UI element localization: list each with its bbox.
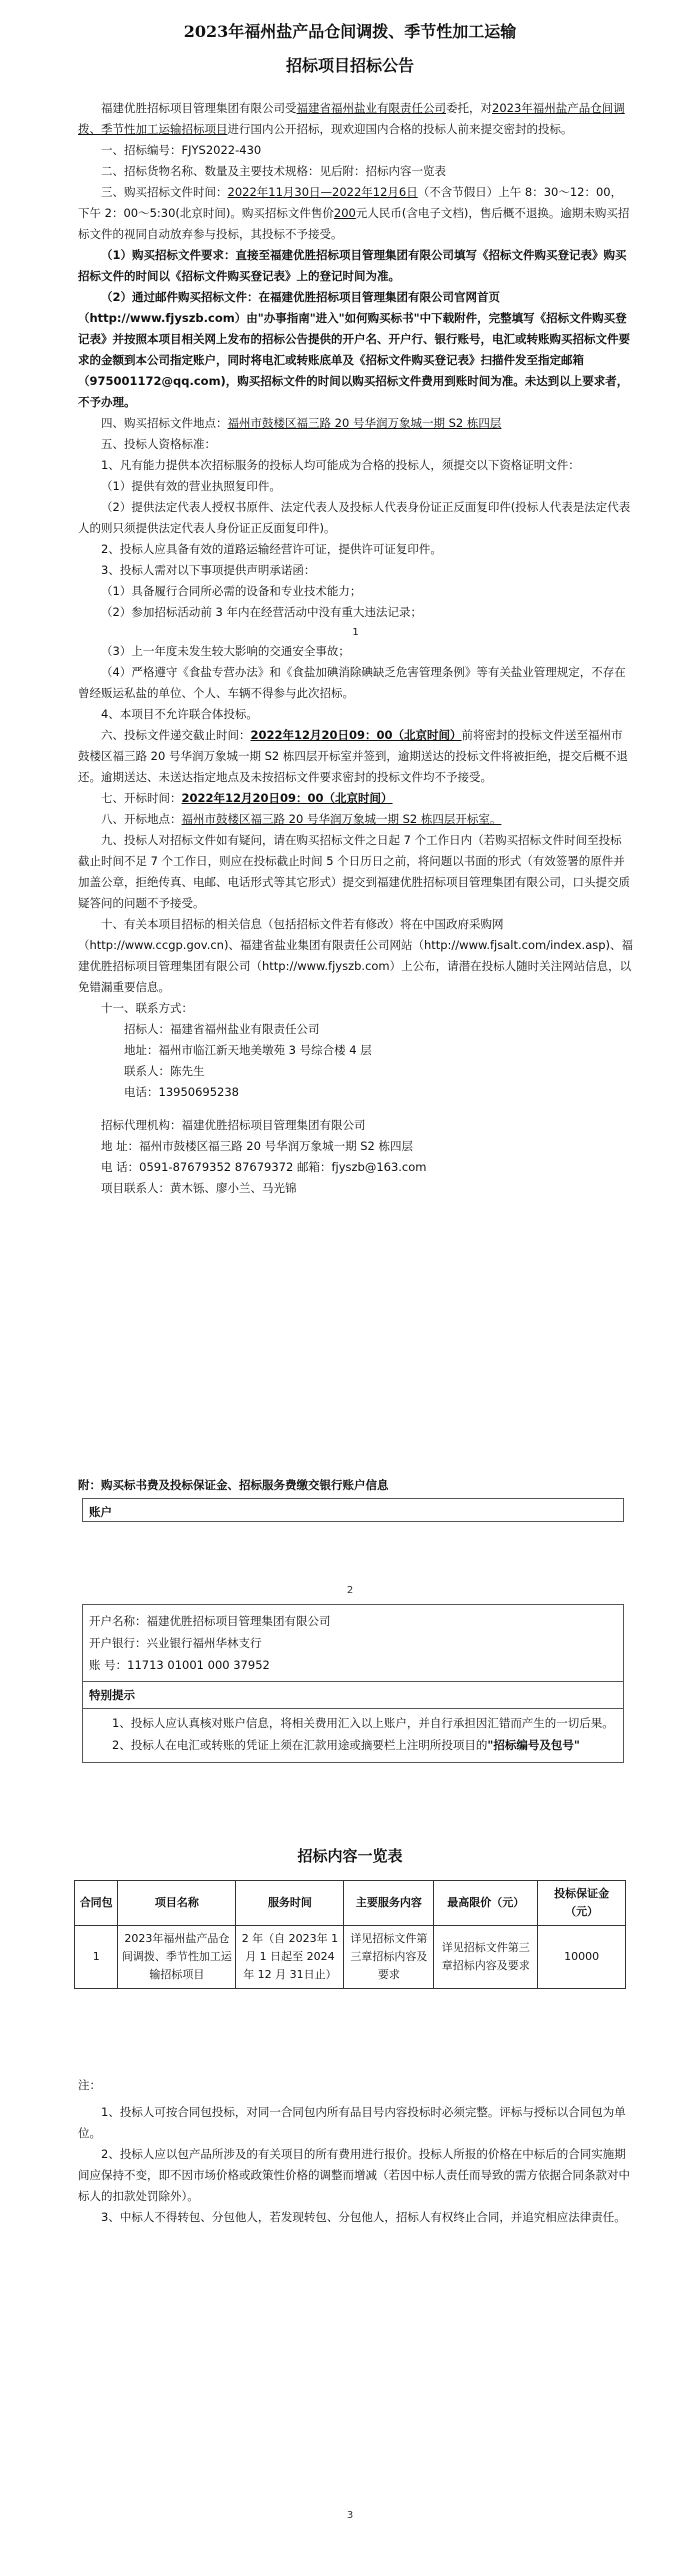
bank-account-box <box>82 1604 624 1763</box>
contact-heading: 十一、联系方式： <box>101 1001 193 1015</box>
page-number-1: 1 <box>352 627 359 638</box>
opening-location: 八、开标地点：福州市鼓楼区福三路 20 号华润万象城一期 S2 栋四层开标室。 <box>101 812 502 826</box>
qualification-2: 2、投标人应具备有效的道路运输经营许可证，提供许可证复印件。 <box>101 542 442 556</box>
qualification-1: 1、凡有能力提供本次招标服务的投标人均可能成为合格的投标人，须提交以下资格证明文件： <box>101 458 580 472</box>
notes-label: 注： <box>78 2078 101 2092</box>
lot-table-header-row <box>75 1881 626 1926</box>
goods-spec: 二、招标货物名称、数量及主要技术规格：见后附：招标内容一览表 <box>101 164 446 178</box>
appendix-title: 附：购买标书费及投标保证金、招标服务费缴交银行账户信息 <box>78 1478 389 1492</box>
title-line-2: 招标项目招标公告 <box>285 56 414 75</box>
purchase-requirement-1: （1）购买招标文件要求：直接至福建优胜招标项目管理集团有限公司填写《招标文件购买登记表》购买招标文件的时间以《招标文件购买登记表》上的登记时间为准。 <box>78 248 627 283</box>
account-bank: 开户银行：兴业银行福州华林支行 <box>89 1636 262 1650</box>
title-line-1: 2023年福州盐产品仓间调拨、季节性加工运输 <box>183 22 517 41</box>
qualification-heading: 五、投标人资格标准： <box>101 437 216 451</box>
note-3: 3、中标人不得转包、分包他人，若发现转包、分包他人，招标人有权终止合同，并追究相应法律责任。 <box>101 2210 626 2224</box>
cell-service-content: 详见招标文件第三章招标内容及要求 <box>344 1926 434 1989</box>
intro-paragraph: 福建优胜招标项目管理集团有限公司受福建省福州盐业有限责任公司委托，对2023年福州盐产品仓间调拨、季节性加工运输招标项目进行国内公开招标，现欢迎国内合格的投标人前来提交密封的投标。 <box>78 101 625 136</box>
agent-phone: 电 话：0591-87679352 87679372 邮箱：fjyszb@163.com <box>101 1160 427 1174</box>
bidder-name: 招标人：福建省福州盐业有限责任公司 <box>124 1022 320 1036</box>
page-number-2: 2 <box>346 1585 354 1596</box>
special-tips <box>83 1709 623 1762</box>
col-bid-bond: 投标保证金（元） <box>538 1881 626 1926</box>
qualification-4: 4、本项目不允许联合体投标。 <box>101 707 258 721</box>
table-row <box>75 1926 626 1989</box>
tip-2: 2、投标人在电汇或转账的凭证上须在汇款用途或摘要栏上注明所投项目的"招标编号及包号" <box>112 1738 580 1752</box>
purchase-requirement-2: （2）通过邮件购买招标文件：在福建优胜招标项目管理集团有限公司官网首页（http://www.fjyszb.com）由"办事指南"进入"如何购买标书"中下载附件，完整填写《招标文件购买登记表》并按照本项目相关网上发布的招标公告提供的开户名、开户行、银行账号，电汇或转账购买招标文件要求的金额到本公司指定账户，同时将电汇或转账底单及《招标文件购买登记表》扫描件发至指定邮箱（975001172@qq.com)，购买招标文件的时间以购买招标文件费用到账时间为准。未达到以上要求者，不予办理。 <box>78 290 630 409</box>
cell-lot: 1 <box>75 1926 118 1989</box>
special-tips-header: 特别提示 <box>83 1682 623 1709</box>
cell-service-time: 2 年（自 2023年 1 月 1 日起至 2024 年 12 月 31日止） <box>236 1926 344 1989</box>
inquiry-clause: 九、投标人对招标文件如有疑问，请在购买招标文件之日起 7 个工作日内（若购买招标文件时间至投标截止时间不足 7 个工作日，则应在投标截止时间 5 个日历日之前，将问题以书面的形式（有效签署的原件并加盖公章，拒绝传真、电邮、电话形式等其它形式）提交到福建优胜招标项目管理集团有限公司，口头提交质疑答问的问题不予接受。 <box>78 833 630 910</box>
qualification-3: 3、投标人需对以下事项提供声明承诺函： <box>101 563 316 577</box>
info-publication: 十、有关本项目招标的相关信息（包括招标文件若有修改）将在中国政府采购网（http://www.ccgp.gov.cn)、福建省盐业集团有限责任公司网站（http://www.fjsalt.com/index.asp)、福建优胜招标项目管理集团有限公司（http://www.fjyszb.com）上公布，请潜在投标人随时关注网站信息，以免错漏重要信息。 <box>78 917 634 994</box>
cell-bid-bond: 10000 <box>538 1926 626 1989</box>
bidder-address: 地址：福州市临江新天地美墩苑 3 号综合楼 4 层 <box>124 1043 372 1057</box>
account-header: 账户 <box>89 1505 112 1519</box>
agent-contact: 项目联系人：黄木铄、廖小兰、马光锦 <box>101 1181 297 1195</box>
opening-time: 七、开标时间：2022年12月20日09：00（北京时间） <box>101 791 393 805</box>
qualification-1b: （2）提供法定代表人授权书原件、法定代表人及投标人代表身份证正反面复印件(投标人代表是法定代表人的则只须提供法定代表人身份证正反面复印件)。 <box>78 500 631 535</box>
account-details <box>83 1605 623 1682</box>
notes-section <box>78 2075 633 2228</box>
qualification-1a: （1）提供有效的营业执照复印件。 <box>101 479 281 493</box>
qualification-3d: （4）严格遵守《食盐专营办法》和《食盐加碘消除碘缺乏危害管理条例》等有关盐业管理规定，不存在曾经贩运私盐的单位、个人、车辆不得参与此次招标。 <box>78 665 626 700</box>
account-header-box <box>82 1498 624 1522</box>
col-project-name: 项目名称 <box>118 1881 236 1926</box>
lot-table <box>74 1880 626 1989</box>
agent-address: 地 址：福州市鼓楼区福三路 20 号华润万象城一期 S2 栋四层 <box>101 1139 414 1153</box>
purchase-location: 四、购买招标文件地点：福州市鼓楼区福三路 20 号华润万象城一期 S2 栋四层 <box>101 416 502 430</box>
qualification-3c: （3）上一年度未发生较大影响的交通安全事故； <box>101 644 350 658</box>
lot-table-title: 招标内容一览表 <box>297 1847 403 1865</box>
announcement-body <box>78 98 633 1199</box>
col-max-price: 最高限价（元） <box>434 1881 538 1926</box>
cell-max-price: 详见招标文件第三章招标内容及要求 <box>434 1926 538 1989</box>
account-number: 账 号：11713 01001 000 37952 <box>89 1658 270 1672</box>
qualification-3a: （1）具备履行合同所必需的设备和专业技术能力； <box>101 584 362 598</box>
page-number-3: 3 <box>346 2510 354 2521</box>
bidder-phone: 电话：13950695238 <box>124 1085 239 1099</box>
note-1: 1、投标人可按合同包投标，对同一合同包内所有品目号内容投标时必须完整。评标与授标以合同包为单位。 <box>78 2105 626 2140</box>
submission-deadline: 六、投标文件递交截止时间：2022年12月20日09：00（北京时间）前将密封的投标文件送至福州市鼓楼区福三路 20 号华润万象城一期 S2 栋四层开标室并签到，逾期送达的投标文件将被拒绝，提交后概不退还。逾期送达、未送达指定地点及未按招标文件要求密封的投标文件均不予接受。 <box>78 728 628 784</box>
account-name: 开户名称：福建优胜招标项目管理集团有限公司 <box>89 1614 331 1628</box>
col-service-content: 主要服务内容 <box>344 1881 434 1926</box>
col-service-time: 服务时间 <box>236 1881 344 1926</box>
qualification-3b: （2）参加招标活动前 3 年内在经营活动中没有重大违法记录； <box>101 605 422 619</box>
note-2: 2、投标人应以包产品所涉及的有关项目的所有费用进行报价。投标人所报的价格在中标后的合同实施期间应保持不变，即不因市场价格或政策性价格的调整而增减（若因中标人责任而导致的需方依据合同条款对中标人的扣款处罚除外）。 <box>78 2147 630 2203</box>
agent-name: 招标代理机构：福建优胜招标项目管理集团有限公司 <box>101 1118 366 1132</box>
bidder-contact: 联系人：陈先生 <box>124 1064 205 1078</box>
tip-1: 1、投标人应认真核对账户信息，将相关费用汇入以上账户，并自行承担因汇错而产生的一切后果。 <box>112 1716 614 1730</box>
cell-project-name: 2023年福州盐产品仓间调拨、季节性加工运输招标项目 <box>118 1926 236 1989</box>
tender-number: 一、招标编号：FJYS2022-430 <box>101 143 262 157</box>
col-lot: 合同包 <box>75 1881 118 1926</box>
purchase-time: 三、购买招标文件时间：2022年11月30日—2022年12月6日（不含节假日）上午 8：30～12：00，下午 2：00～5:30(北京时间)。购买招标文件售价200元人民币(含电子文档)，售后概不退换。逾期未购买招标文件的视同自动放弃参与投标，其投标不予接受。 <box>78 185 630 241</box>
